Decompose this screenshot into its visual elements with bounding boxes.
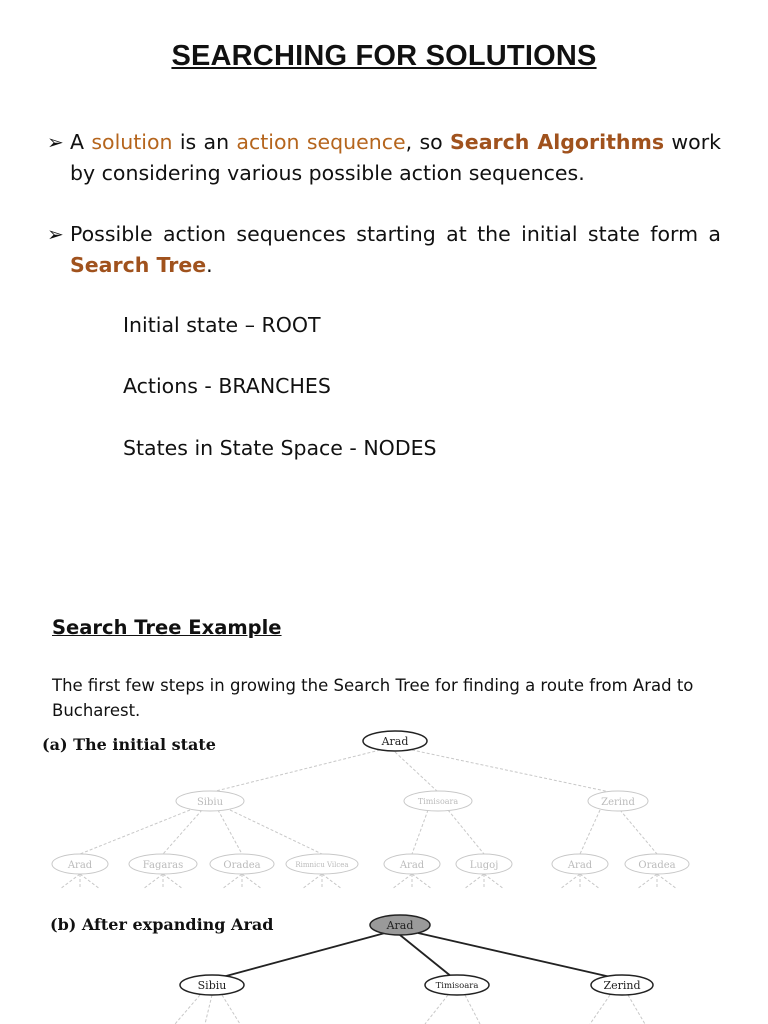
page-title: SEARCHING FOR SOLUTIONS [171,40,597,72]
highlight-solution: solution [91,130,173,154]
tree-a-leaf-label: Oradea [638,860,676,871]
example-heading: Search Tree Example [52,616,282,639]
tree-a-leaf-label: Oradea [223,860,261,871]
tree-a-label-sibiu: Sibiu [196,797,224,808]
bullet-text: A solution is an action sequence, so Search Algorithms work by considering various possible action sequences. [70,130,722,185]
arrow-bullet-icon: ➢ [47,130,64,154]
tree-a [52,731,689,889]
highlight-search-algorithms: Search Algorithms [450,130,665,154]
tree-a-leaf-label: Fagaras [142,860,184,871]
search-tree-figure [0,724,768,1024]
tree-a-label-timisoara: Timisoara [417,797,459,806]
tree-a-leaf-label: Rimnicu Vilcea [295,861,349,869]
tree-a-leaf-label: Arad [399,860,425,871]
example-caption: The first few steps in growing the Search Tree for finding a route from Arad to Bucharest. [52,676,694,720]
highlight-search-tree: Search Tree [70,253,207,277]
figure-label-b: (b) After expanding Arad [50,915,274,934]
tree-a-label-zerind: Zerind [601,797,635,808]
tree-a-leaf-label: Arad [67,860,93,871]
arrow-bullet-icon: ➢ [47,222,64,246]
bullet-solution [47,127,721,189]
tree-b [175,915,653,1024]
tree-a-leaf-label: Arad [567,860,593,871]
definition-nodes: States in State Space - NODES [123,436,437,460]
tree-b-label-zerind: Zerind [603,979,641,992]
definition-root: Initial state – ROOT [123,313,321,337]
tree-b-label-sibiu: Sibiu [197,979,227,992]
tree-b-label-timisoara: Timisoara [435,981,479,991]
definition-branches: Actions - BRANCHES [123,374,331,398]
highlight-action-sequence: action sequence [236,130,406,154]
tree-a-root-label: Arad [381,735,409,748]
tree-a-leaf-label: Lugoj [469,860,499,871]
tree-b-root-label: Arad [386,919,414,932]
bullet-search-tree [47,219,721,281]
figure-label-a: (a) The initial state [42,735,216,754]
bullet-text: Possible action sequences starting at the initial state form a Search Tree. [70,222,721,277]
